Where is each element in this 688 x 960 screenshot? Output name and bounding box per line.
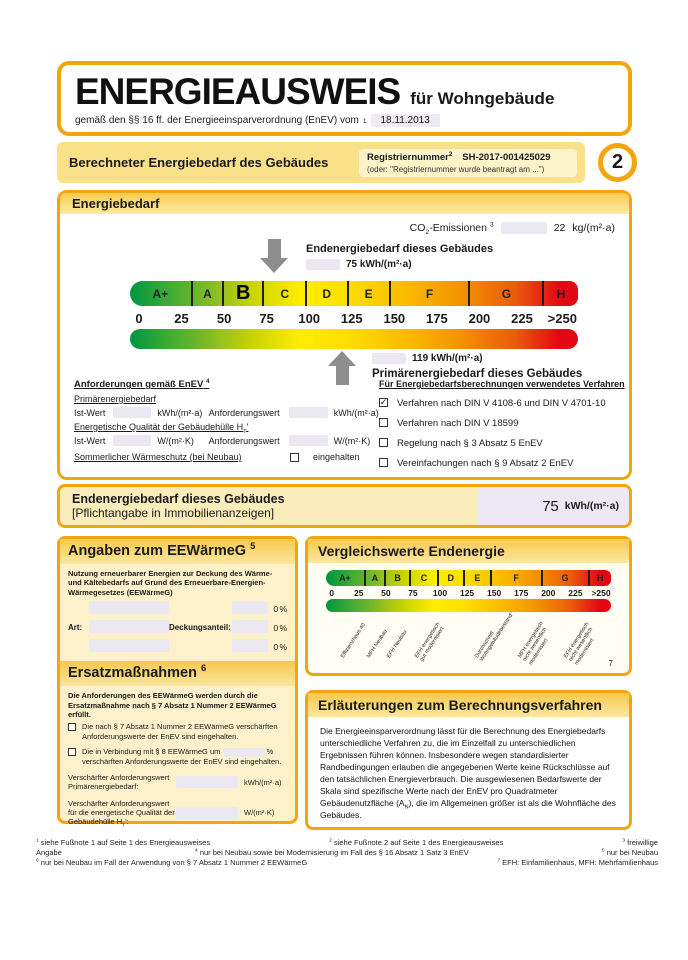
- registration-alt-text: (oder: "Registriernummer wurde beantragt am ..."): [367, 164, 545, 174]
- eew-pct-unit: %: [279, 622, 287, 633]
- ist-wert-label: Ist-Wert: [74, 435, 106, 446]
- eingehalten-label: eingehalten: [313, 452, 360, 462]
- reference-label: MFH energetisch nicht wesentlich modernisiert: [516, 620, 550, 667]
- scale-class-a: A: [193, 281, 224, 306]
- enev-requirements-block: [74, 379, 379, 478]
- scale-tick: 150: [383, 311, 406, 326]
- verfahren-label: Regelung nach § 3 Absatz 5 EnEV: [397, 438, 543, 449]
- footnote-4: $^4$ nur bei Neubau sowie bei Modernisierung im Fall des § 16 Absatz 1 Satz 3 EnEV: [195, 848, 469, 857]
- ersatz-check-item: [60, 722, 295, 741]
- scale-tick: 50: [216, 311, 232, 326]
- ersatz-req2-label: Verschärfter Anforderungswert für die energetische Qualität der Gebäudehülle $H_T'$:: [68, 798, 175, 829]
- erlaeuterungen-body: Die Energieeinsparverordnung lässt für die Berechnung des Energiebedarfs unterschiedliche Verfahren zu, die im Einzelfall zu unterschiedlichen Ergebnissen führen können. Insbesondere wegen standardisierter Randbedingungen erlauben die angegebenen Werte keine Rückschlüsse auf den tatsächlichen Energieverbrauch. Die ausgewiesenen Bedarfswerte der Skala sind spezifische Werte nach der EnEV pro Quadratmeter Gebäudenutzfläche $(A_N)$, die im Allgemeinen größer ist als die Wohnfläche des Gebäudes.: [320, 726, 616, 821]
- primaerenergie-label: Primärenergiebedarf dieses Gebäudes: [372, 368, 583, 380]
- scale-tick: 75: [259, 311, 274, 326]
- scale-class: E: [465, 570, 492, 586]
- verfahren-label: Vereinfachungen nach § 9 Absatz 2 EnEV: [397, 458, 574, 469]
- ersatz-req1-label: Verschärfter Anforderungswert Primärenergiebedarf:: [68, 772, 170, 792]
- reference-label: EFH Neubau: [385, 629, 409, 660]
- ist-wert-field-kwh[interactable]: [113, 407, 151, 418]
- scale-class: F: [492, 570, 543, 586]
- scale-tick: 50: [381, 588, 391, 598]
- verfahren-item: [379, 438, 626, 449]
- endenergie-label: Endenergiebedarf dieses Gebäudes: [306, 243, 494, 255]
- scale-tick: 150: [487, 588, 502, 598]
- ist-wert-label: Ist-Wert: [74, 407, 106, 418]
- ersatz-intro: Die Anforderungen des EEWärmeG werden durch die Ersatzmaßnahme nach § 7 Absatz 1 Nummer 2 EEWärmeG erfüllt.: [68, 691, 277, 719]
- energiebedarf-section: [57, 190, 632, 480]
- verfahren-checkbox-din18599[interactable]: [379, 418, 388, 427]
- ersatzmassnahmen-header: Ersatzmaßnahmen $^6$: [60, 661, 295, 686]
- verfahren-label: Verfahren nach DIN V 4108-6 und DIN V 4701-10: [397, 398, 606, 409]
- footnote-marker-3: 3: [489, 221, 494, 229]
- art-label: Art:: [68, 623, 83, 633]
- eew-pct-value: 0: [273, 622, 279, 633]
- co2-value: 22: [553, 222, 566, 234]
- ersatz-req2-field[interactable]: [176, 807, 238, 819]
- scale-tick: 200: [468, 311, 491, 326]
- ersatz-req1-unit: kWh/(m²·a): [244, 777, 282, 787]
- verfahren-item: [379, 458, 626, 469]
- page-number-badge: 2: [598, 143, 637, 182]
- erlaeuterungen-header: Erläuterungen zum Berechnungsverfahren: [308, 693, 629, 717]
- endenergie-pointer-block: [260, 239, 493, 273]
- scale-tick: 75: [408, 588, 418, 598]
- scale-class-f: F: [391, 281, 471, 306]
- eewaermeg-row: [60, 637, 295, 656]
- ersatz-checkbox-1[interactable]: [68, 723, 76, 731]
- ersatz-check-label: Die nach § 7 Absatz 1 Nummer 2 EEWärmeG verschärften Anforderungswerte der EnEV sind eingehalten.: [82, 722, 278, 741]
- document-subtitle: gemäß den §§ 16 ff. der Energieeinsparverordnung (EnEV) vom 1 18.11.2013: [75, 114, 614, 127]
- vergleich-reference-labels: [326, 612, 611, 667]
- deckungsanteil-label: Deckungsanteil:: [168, 623, 231, 633]
- scale-class: B: [386, 570, 412, 586]
- co2-unit: kg/(m²·a): [572, 222, 615, 234]
- scale-class-g: G: [470, 281, 544, 306]
- primaerenergiebedarf-subheading: Primärenergiebedarf: [74, 394, 157, 404]
- scale-tick: 25: [354, 588, 364, 598]
- scale-class: H: [596, 573, 604, 583]
- reference-label: Effizienzhaus 40: [340, 622, 368, 660]
- ist-wert-field-w[interactable]: [113, 435, 151, 446]
- footnotes: [36, 838, 658, 868]
- energiebedarf-header: Energiebedarf: [60, 193, 629, 214]
- footnote-3-part1: $^3$ freiwillige: [622, 838, 658, 847]
- scale-tick: 225: [511, 311, 533, 326]
- reference-label: EFH energetisch gut modernisiert: [414, 621, 447, 663]
- document-title-suffix: für Wohngebäude: [410, 89, 555, 108]
- scale-tick: 125: [459, 588, 475, 598]
- unit-kwh: kWh/(m²·a): [157, 407, 203, 418]
- anforderungswert-field-kwh[interactable]: [289, 407, 327, 418]
- eew-art-field-1[interactable]: [89, 601, 169, 614]
- scale-class: C: [411, 570, 438, 586]
- primaerenergie-value: 119 kWh/(m²·a): [412, 353, 483, 364]
- ersatz-req2-unit: W/(m²·K): [244, 808, 275, 818]
- co2-emissions-row: [409, 221, 615, 237]
- scale-tick: 100: [432, 588, 448, 598]
- unit-w: W/(m²·K): [333, 435, 371, 446]
- endband-value: 75: [542, 497, 559, 515]
- gebaeudehuelle-subheading: Energetische Qualität der Gebäudehülle $H_T'$: [74, 422, 249, 435]
- endband-title: Endenergiebedarf dieses Gebäudes: [72, 492, 285, 506]
- co2-input-field[interactable]: [501, 222, 547, 234]
- endenergie-value-field[interactable]: [306, 259, 340, 270]
- eewaermeg-section: [57, 536, 298, 829]
- eewaermeg-row: [60, 618, 295, 637]
- eew-pct-unit: %: [279, 641, 287, 652]
- scale-tick: 25: [174, 311, 189, 326]
- scale-class-c: C: [264, 281, 307, 306]
- anforderungswert-label: Anforderungswert: [208, 435, 280, 446]
- section-bar-label: Berechneter Energiebedarf des Gebäudes: [69, 155, 329, 170]
- ersatz-check-label: Die in Verbindung mit § 8 EEWärmeG um % verschärften Anforderungswerte der EnEV sind eingehalten.: [82, 747, 282, 766]
- energy-scale-ticks: [130, 306, 578, 329]
- scale-tick: >250: [591, 588, 611, 598]
- scale-tick: 225: [568, 588, 583, 598]
- verfahren-checkbox-regelung[interactable]: [379, 438, 388, 447]
- eew-pct-unit: %: [279, 603, 287, 614]
- reference-label: EFH energetisch nicht wesentlich modernisiert: [562, 621, 595, 667]
- scale-tick: 175: [426, 311, 448, 326]
- footnote-1: $^1$ siehe Fußnote 1 auf Seite 1 des Energieausweises: [36, 838, 211, 847]
- eew-pct-value: 0: [273, 603, 279, 614]
- co2-label: $CO_2$-Emissionen $^3$: [409, 221, 494, 237]
- sommer-checkbox[interactable]: [290, 453, 299, 462]
- eewaermeg-intro: Nutzung erneuerbarer Energien zur Deckung des Wärme- und Kältebedarfs auf Grund des Erneuerbare-Energien-Wärmegesetzes (EEWärmeG): [68, 569, 273, 597]
- anforderungswert-field-w[interactable]: [289, 435, 327, 446]
- footnote-5: $^5$ nur bei Neubau: [601, 848, 658, 857]
- eew-art-field-3[interactable]: [89, 639, 169, 652]
- scale-tick: 0: [329, 588, 335, 598]
- unit-w: W/(m²·K): [157, 435, 194, 446]
- scale-class-e: E: [349, 281, 391, 306]
- endband-unit: kWh/(m²·a): [564, 500, 619, 512]
- vergleich-gradient-bar: [326, 599, 611, 612]
- ersatz-checkbox-2[interactable]: [68, 748, 76, 756]
- endband-value-field[interactable]: [477, 487, 629, 525]
- verfahren-item: [379, 398, 626, 409]
- scale-tick: >250: [547, 311, 577, 326]
- reference-label: MFH Neubau: [365, 628, 389, 660]
- ersatz-req-row: [60, 773, 295, 792]
- anforderungswert-label: Anforderungswert: [208, 407, 280, 418]
- footnote-3-part2: Angabe: [36, 848, 62, 857]
- footnote-marker-5: 5: [250, 540, 256, 552]
- scale-class: A: [366, 570, 386, 586]
- reference-label: Durchschnitt Wohngebäudebestand: [474, 613, 515, 663]
- energy-gradient-bar: [130, 329, 578, 349]
- verfahren-label: Verfahren nach DIN V 18599: [397, 418, 519, 429]
- energy-scale: [130, 281, 578, 349]
- scale-class-d: D: [307, 281, 349, 306]
- unit-kwh: kWh/(m²·a): [333, 407, 379, 418]
- ersatz-pct-field[interactable]: [223, 748, 265, 757]
- scale-tick: 100: [298, 311, 321, 326]
- eew-art-field-2[interactable]: [89, 620, 169, 633]
- vergleichswerte-section: [305, 536, 632, 676]
- eewaermeg-row: [60, 599, 295, 618]
- footnote-marker-4: 4: [205, 377, 210, 385]
- scale-tick: 175: [514, 588, 529, 598]
- eew-anteil-field-3[interactable]: [232, 639, 268, 652]
- primaerenergie-value-field[interactable]: [372, 353, 406, 364]
- verfahren-item: [379, 418, 626, 429]
- eew-pct-value: 0: [273, 641, 279, 652]
- scale-class-a-plus: A+: [130, 281, 193, 306]
- verfahren-block: [379, 379, 626, 478]
- sommerlicher-waermeschutz-label: Sommerlicher Wärmeschutz (bei Neubau): [74, 452, 242, 462]
- regulation-date-field[interactable]: 18.11.2013: [371, 114, 440, 127]
- vergleich-scale-classes: [326, 570, 611, 586]
- registration-value: SH-2017-001425029: [462, 151, 551, 163]
- footnote-marker-6: 6: [200, 662, 207, 674]
- scale-class: G: [543, 570, 590, 586]
- scale-tick: 200: [541, 588, 556, 598]
- ersatz-req-row: [60, 799, 295, 827]
- endband-subtitle: [Pflichtangabe in Immobilienanzeigen]: [72, 506, 275, 520]
- vergleich-scale: [326, 570, 611, 612]
- registration-number-box: [359, 149, 577, 177]
- scale-class-h: H: [556, 286, 566, 301]
- eewaermeg-header: Angaben zum EEWärmeG $^5$: [60, 539, 295, 564]
- scale-class: D: [439, 570, 466, 586]
- eew-anteil-field-2[interactable]: [232, 620, 268, 633]
- footnote-2: $^2$ siehe Fußnote 2 auf Seite 1 des Energieausweises: [329, 838, 504, 847]
- scale-tick: 125: [340, 311, 363, 326]
- erlaeuterungen-section: [305, 690, 632, 830]
- verfahren-checkbox-din4108[interactable]: ✓: [379, 397, 388, 407]
- scale-class-b-highlighted: B: [224, 281, 264, 306]
- ersatz-check-item: [60, 747, 295, 766]
- vergleich-scale-ticks: [326, 586, 611, 599]
- endenergie-value: 75 kWh/(m²·a): [346, 259, 412, 270]
- subtitle-text: gemäß den §§ 16 ff. der Energieeinsparverordnung (EnEV) vom: [75, 115, 359, 126]
- registration-label: Registriernummer$^2$: [367, 150, 453, 163]
- verfahren-checkbox-vereinfachungen[interactable]: [379, 458, 388, 467]
- requirements-heading: Anforderungen gemäß EnEV $^4$: [74, 377, 210, 390]
- vergleichswerte-header: Vergleichswerte Endenergie: [308, 539, 629, 563]
- ersatz-req1-field[interactable]: [176, 776, 238, 788]
- verfahren-heading: Für Energiebedarfsberechnungen verwendetes Verfahren: [379, 379, 625, 389]
- footnote-7: $^7$ EFH: Einfamilienhaus, MFH: Mehrfamilienhaus: [497, 858, 658, 867]
- footnote-marker-7: 7: [608, 659, 613, 668]
- document-title: ENERGIEAUSWEIS: [75, 71, 401, 112]
- footnote-marker-2: 2: [448, 150, 453, 158]
- eew-anteil-field-1[interactable]: [232, 601, 268, 614]
- title-box: [57, 61, 632, 136]
- section-bar-berechneter-energiebedarf: [57, 142, 585, 183]
- energy-scale-classes: [130, 281, 578, 306]
- endenergiebedarf-band: [57, 484, 632, 528]
- footnote-6: $^6$ nur bei Neubau im Fall der Anwendung von § 7 Absatz 1 Nummer 2 EEWärmeG: [36, 858, 308, 867]
- down-arrow-icon: [260, 239, 288, 273]
- scale-class: A+: [326, 570, 366, 586]
- scale-tick: 0: [135, 311, 143, 326]
